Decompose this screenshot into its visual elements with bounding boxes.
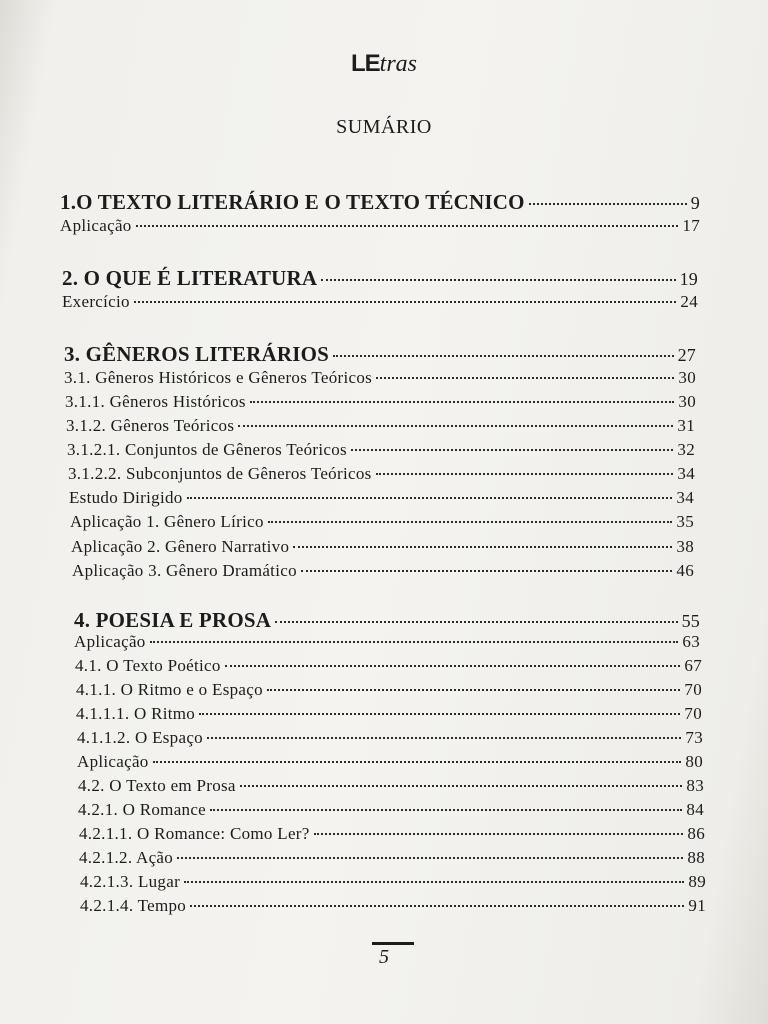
toc-page-number: 30	[678, 368, 696, 387]
toc-leader-dots	[210, 809, 682, 811]
toc-page-number: 30	[678, 392, 696, 411]
toc-page-number: 34	[677, 464, 695, 483]
toc-leader-dots	[150, 641, 679, 643]
toc-entry-label: 4.1.1.2. O Espaço	[77, 728, 203, 747]
toc-entry-label: 4.2.1.2. Ação	[79, 848, 174, 867]
toc-leader-dots	[184, 881, 684, 883]
toc-page-number: 32	[677, 440, 695, 459]
toc-entry-label: 2. O QUE É LITERATURA	[62, 266, 318, 290]
toc-leader-dots	[225, 665, 681, 667]
toc-page-number: 83	[686, 776, 704, 795]
toc-page-number: 35	[676, 512, 694, 531]
toc-entry-label: Aplicação	[74, 632, 146, 651]
toc-leader-dots	[238, 425, 673, 427]
toc-page-number: 38	[676, 537, 694, 556]
toc-entry-label: Aplicação	[77, 752, 149, 771]
toc-entry-label: 4.2.1.1. O Romance: Como Ler?	[79, 824, 310, 843]
toc-page-number: 86	[687, 824, 705, 843]
toc-leader-dots	[376, 377, 674, 379]
toc-entry-row	[67, 440, 695, 462]
toc-entry-row	[70, 512, 694, 534]
toc-leader-dots	[207, 737, 681, 739]
toc-page-number: 89	[688, 872, 706, 891]
toc-heading-row	[74, 608, 700, 630]
toc-page-number: 84	[686, 800, 704, 819]
toc-entry-row	[75, 656, 702, 678]
toc-heading-row	[62, 266, 698, 288]
toc-page-number: 70	[684, 704, 702, 723]
toc-entry-row	[80, 896, 706, 918]
toc-entry-row	[77, 728, 703, 750]
toc-heading-row	[64, 342, 696, 364]
toc-leader-dots	[351, 449, 673, 451]
toc-entry-label: 3.1.2.1. Conjuntos de Gêneros Teóricos	[67, 440, 347, 459]
toc-entry-label: Aplicação 1. Gênero Lírico	[70, 512, 264, 531]
toc-entry-row	[62, 292, 698, 314]
toc-entry-row	[78, 776, 704, 798]
toc-page-number: 55	[681, 611, 700, 631]
toc-leader-dots	[314, 833, 684, 835]
toc-page-number: 19	[679, 269, 698, 289]
toc-page-number: 73	[685, 728, 703, 747]
toc-entry-label: 4.2.1.3. Lugar	[80, 872, 181, 891]
toc-leader-dots	[333, 355, 674, 357]
toc-leader-dots	[199, 713, 680, 715]
toc-page-number: 17	[682, 216, 700, 235]
toc-page-number: 24	[680, 292, 698, 311]
publisher-logo	[0, 50, 768, 78]
toc-leader-dots	[187, 497, 673, 499]
toc-entry-label: Aplicação	[60, 216, 132, 235]
toc-page-number: 31	[677, 416, 695, 435]
toc-entry-label: 3. GÊNEROS LITERÁRIOS	[64, 342, 330, 366]
toc-leader-dots	[275, 621, 677, 623]
toc-entry-row	[66, 416, 695, 438]
toc-entry-row	[79, 824, 705, 846]
toc-entry-row	[72, 561, 694, 583]
toc-entry-row	[76, 704, 702, 726]
toc-entry-row	[60, 216, 700, 238]
toc-entry-label: 3.1. Gêneros Históricos e Gêneros Teóricos	[64, 368, 373, 387]
toc-page-number: 9	[690, 193, 700, 213]
toc-leader-dots	[190, 905, 684, 907]
toc-entry-label: 4. POESIA E PROSA	[74, 608, 272, 632]
toc-entry-label: 4.1. O Texto Poético	[75, 656, 221, 675]
toc-entry-row	[79, 848, 705, 870]
toc-entry-row	[64, 368, 696, 390]
toc-leader-dots	[153, 761, 682, 763]
logo-bold-text: LE	[350, 50, 380, 77]
toc-entry-row	[71, 537, 694, 559]
toc-leader-dots	[177, 857, 683, 859]
logo-italic-text: tras	[379, 51, 418, 77]
toc-page-number: 70	[684, 680, 702, 699]
toc-entry-label: Estudo Dirigido	[69, 488, 183, 507]
toc-leader-dots	[240, 785, 683, 787]
page-number: 5	[379, 946, 389, 968]
toc-page-number: 63	[682, 632, 700, 651]
toc-page-number: 80	[685, 752, 703, 771]
toc-leader-dots	[529, 203, 687, 205]
toc-entry-label: 3.1.2.2. Subconjuntos de Gêneros Teóricos	[68, 464, 372, 483]
toc-leader-dots	[293, 546, 672, 548]
toc-page-number: 67	[684, 656, 702, 675]
toc-entry-label: Exercício	[62, 292, 130, 311]
toc-leader-dots	[301, 570, 673, 572]
toc-entry-label: 4.2.1.4. Tempo	[80, 896, 187, 915]
toc-page-number: 46	[676, 561, 694, 580]
toc-entry-row	[78, 800, 704, 822]
toc-leader-dots	[268, 521, 673, 523]
toc-leader-dots	[267, 689, 680, 691]
toc-entry-label: 4.2.1. O Romance	[78, 800, 207, 819]
toc-entry-label: 4.2. O Texto em Prosa	[78, 776, 236, 795]
toc-entry-label: 3.1.2. Gêneros Teóricos	[66, 416, 235, 435]
footer-rule	[372, 942, 414, 945]
toc-page-number: 34	[676, 488, 694, 507]
toc-entry-label: 1.O TEXTO LITERÁRIO E O TEXTO TÉCNICO	[60, 190, 525, 214]
toc-leader-dots	[134, 301, 677, 303]
toc-entry-row	[77, 752, 703, 774]
toc-entry-row	[80, 872, 706, 894]
toc-entry-row	[68, 464, 695, 486]
toc-entry-row	[74, 632, 700, 654]
toc-leader-dots	[250, 401, 675, 403]
toc-page-number: 91	[688, 896, 706, 915]
toc-entry-label: Aplicação 2. Gênero Narrativo	[71, 537, 290, 556]
toc-entry-row	[65, 392, 696, 414]
toc-leader-dots	[376, 473, 674, 475]
toc-entry-label: 4.1.1. O Ritmo e o Espaço	[76, 680, 263, 699]
toc-entry-row	[69, 488, 694, 510]
toc-entry-label: 3.1.1. Gêneros Históricos	[65, 392, 246, 411]
toc-page-number: 27	[677, 345, 696, 365]
page-title: SUMÁRIO	[336, 116, 432, 138]
toc-page-number: 88	[687, 848, 705, 867]
toc-leader-dots	[321, 279, 675, 281]
toc-entry-row	[76, 680, 702, 702]
toc-entry-label: Aplicação 3. Gênero Dramático	[72, 561, 297, 580]
toc-entry-label: 4.1.1.1. O Ritmo	[76, 704, 196, 723]
toc-leader-dots	[136, 225, 679, 227]
toc-heading-row	[60, 190, 700, 212]
